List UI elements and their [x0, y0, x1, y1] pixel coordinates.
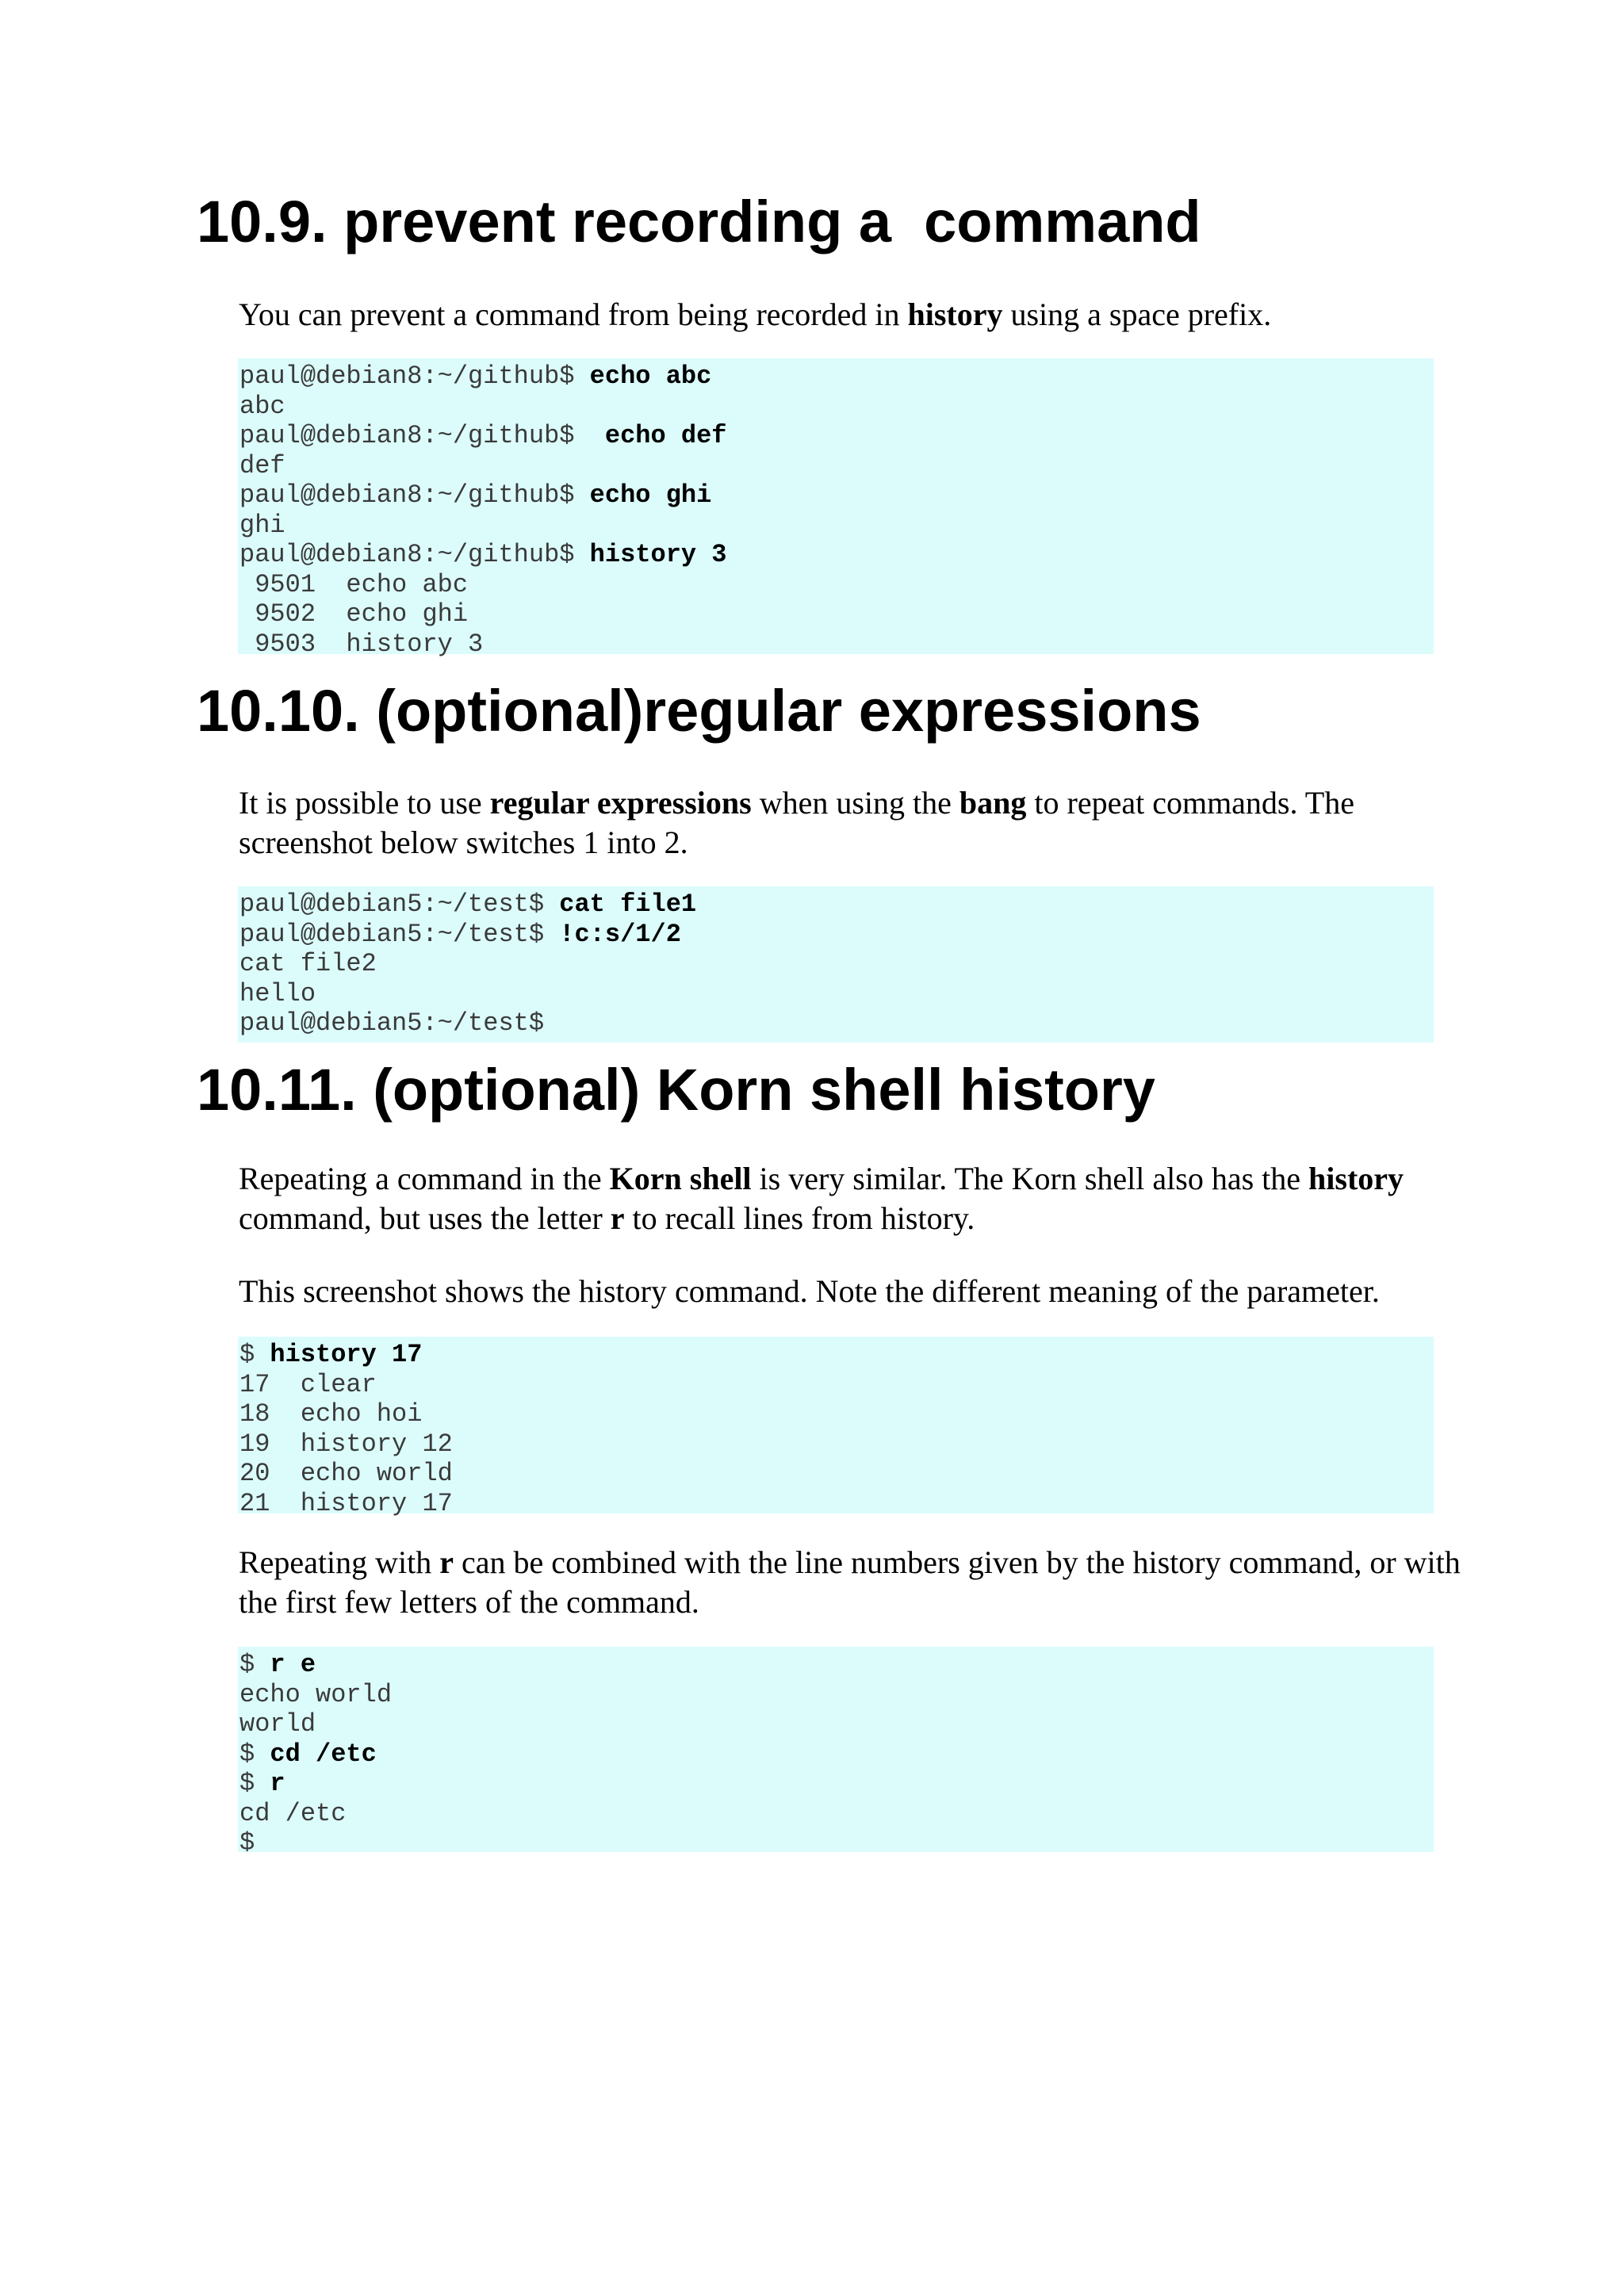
- paragraph-korn-history: This screenshot shows the history command. Note the different meaning of the parameter.: [239, 1273, 1380, 1309]
- paragraph-10-10: It is possible to use regular expressions when using the bang to repeat commands. The screenshot below switches 1 into 2.: [239, 785, 1354, 860]
- terminal-line: paul@debian8:~/github$ history 3: [239, 540, 727, 569]
- section-heading-10-11: 10.11. (optional) Korn shell history: [197, 1057, 1155, 1123]
- terminal-line: echo world: [239, 1679, 393, 1709]
- terminal-line: abc: [239, 391, 285, 421]
- terminal-line: $: [239, 1828, 255, 1858]
- terminal-line: 20 echo world: [239, 1459, 453, 1488]
- terminal-line: hello: [239, 978, 316, 1008]
- paragraph-korn-repeat: Repeating with r can be combined with the line numbers given by the history command, or with the first few letters of the command.: [239, 1544, 1461, 1620]
- terminal-line: 18 echo hoi: [239, 1399, 423, 1429]
- terminal-line: 9502 echo ghi: [239, 599, 469, 629]
- terminal-line: paul@debian8:~/github$ echo def: [239, 421, 727, 450]
- terminal-screenshot-korn-history: [238, 1337, 1434, 1518]
- terminal-line: paul@debian8:~/github$ echo ghi: [239, 480, 712, 510]
- section-heading-10-10: 10.10. (optional)regular expressions: [197, 678, 1201, 744]
- terminal-line: ghi: [239, 510, 285, 540]
- terminal-line: def: [239, 450, 285, 480]
- paragraph-korn-intro: Repeating a command in the Korn shell is very similar. The Korn shell also has the history command, but uses the letter r to recall lines from history.: [239, 1161, 1404, 1236]
- terminal-line: cat file2: [239, 949, 377, 978]
- terminal-line: $ r e: [239, 1650, 316, 1679]
- terminal-line: paul@debian8:~/github$ echo abc: [239, 362, 712, 391]
- terminal-line: 9503 history 3: [239, 629, 484, 659]
- terminal-line: $ r: [239, 1769, 285, 1798]
- terminal-line: $ cd /etc: [239, 1739, 377, 1769]
- terminal-line: 9501 echo abc: [239, 569, 469, 599]
- terminal-line: world: [239, 1709, 316, 1739]
- terminal-line: cd /etc: [239, 1798, 347, 1828]
- terminal-line: 21 history 17: [239, 1488, 453, 1518]
- paragraph-10-9: You can prevent a command from being recorded in history using a space prefix.: [239, 297, 1272, 332]
- terminal-line: paul@debian5:~/test$: [239, 1008, 545, 1038]
- terminal-line: paul@debian5:~/test$ cat file1: [239, 890, 697, 919]
- terminal-line: $ history 17: [239, 1340, 423, 1369]
- terminal-line: paul@debian5:~/test$ !c:s/1/2: [239, 919, 681, 949]
- terminal-line: 17 clear: [239, 1369, 377, 1399]
- terminal-screenshot-10-10: [238, 886, 1434, 1043]
- terminal-screenshot-10-9: [238, 358, 1434, 659]
- section-heading-10-9: 10.9. prevent recording a command: [197, 189, 1201, 254]
- terminal-screenshot-korn-repeat: [238, 1647, 1434, 1858]
- terminal-line: 19 history 12: [239, 1429, 453, 1459]
